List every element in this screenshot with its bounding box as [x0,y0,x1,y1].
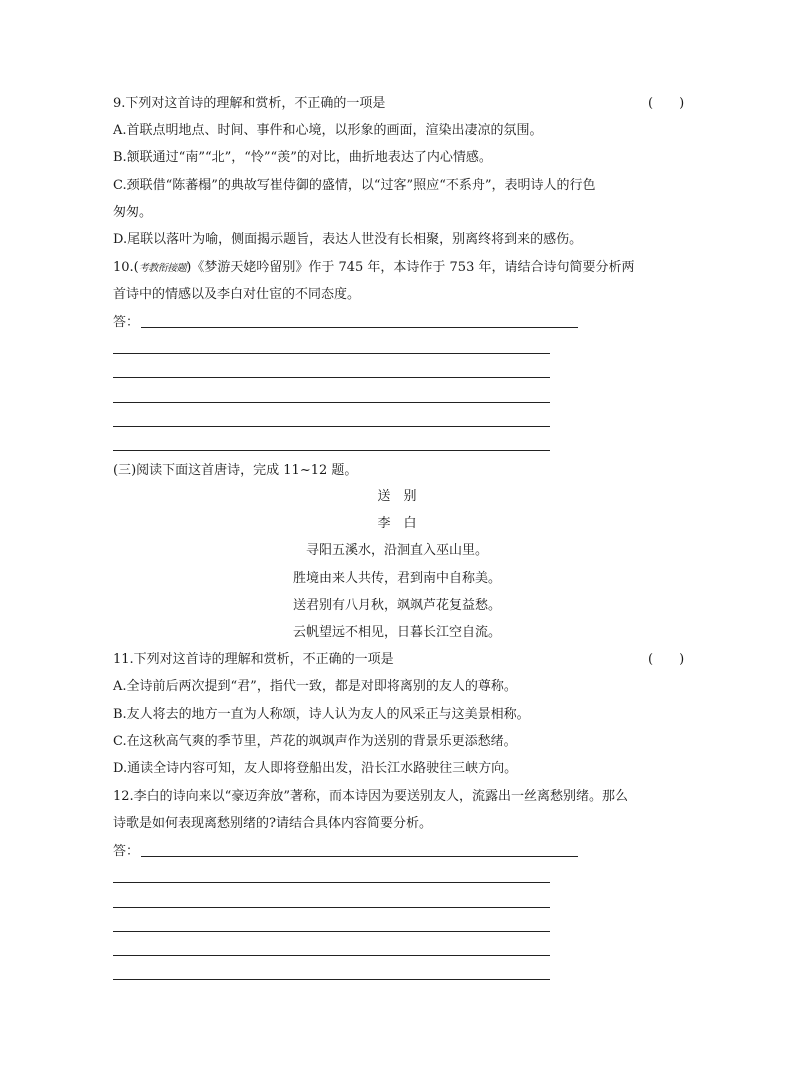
q12-stem-line2: 诗歌是如何表现离愁别绪的?请结合具体内容简要分析。 [113,816,432,831]
q12-stem-line1: 12.李白的诗向来以“豪迈奔放”著称，而本诗因为要送别友人，流露出一丝离愁别绪。那么 [113,789,628,804]
q12-answer-line[interactable] [113,955,550,956]
q11-answer-paren: ( ) [648,652,685,667]
q10-answer-line[interactable] [141,327,578,328]
poem-author: 李 白 [377,516,417,531]
section3-intro: (三)阅读下面这首唐诗，完成 11~12 题。 [113,463,358,478]
q11-option-d: D.通读全诗内容可知，友人即将登船出发，沿长江水路驶往三峡方向。 [113,761,518,776]
q11-stem: 11.下列对这首诗的理解和赏析，不正确的一项是 [113,652,394,667]
q9-option-d: D.尾联以落叶为喻，侧面揭示题旨，表达人世没有长相聚，别离终将到来的感伤。 [113,232,583,247]
q12-answer-line[interactable] [113,907,550,908]
q9-answer-paren: ( ) [648,96,685,111]
poem-title: 送 别 [377,489,417,504]
poem-verse: 寻阳五溪水，沿洄直入巫山里。 [305,543,488,558]
q11-option-c: C.在这秋高气爽的季节里，芦花的飒飒声作为送别的背景乐更添愁绪。 [113,734,517,749]
q9-option-b: B.颔联通过“南”“北”，“怜”“羡”的对比，曲折地表达了内心情感。 [113,150,492,165]
q9-option-a: A.首联点明地点、时间、事件和心境，以形象的画面，渲染出凄凉的氛围。 [113,123,543,138]
q10-stem-line2: 首诗中的情感以及李白对仕宦的不同态度。 [113,287,361,302]
q11-option-b: B.友人将去的地方一直为人称颂，诗人认为友人的风采正与这美景相称。 [113,707,530,722]
q12-answer-label: 答： [113,844,140,859]
q10-tag: 考教衔接题 [138,263,187,274]
q12-answer-line[interactable] [141,856,578,857]
q9-option-c-line2: 匆匆。 [113,205,153,220]
q12-answer-line[interactable] [113,882,550,883]
q10-number: 10.( [113,260,139,275]
poem-verse: 云帆望远不相见，日暮长江空自流。 [292,625,501,640]
q10-stem-line1 [113,259,683,278]
q10-answer-line[interactable] [113,402,550,403]
q9-option-c-line1: C.颈联借“陈蕃榻”的典故写崔侍御的盛情，以“过客”照应“不系舟”，表明诗人的行色 [113,178,596,193]
q11-option-a: A.全诗前后两次提到“君”，指代一致，都是对即将离别的友人的尊称。 [113,679,517,694]
q10-answer-line[interactable] [113,426,550,427]
q12-answer-line[interactable] [113,979,550,980]
q10-answer-line[interactable] [113,377,550,378]
poem-verse: 送君别有八月秋，飒飒芦花复益愁。 [292,598,501,613]
q10-answer-line[interactable] [113,450,550,451]
q10-stem-text: )《梦游天姥吟留别》作于 745 年，本诗作于 753 年，请结合诗句简要分析两 [186,260,635,275]
q10-answer-line[interactable] [113,353,550,354]
q10-answer-label: 答： [113,315,140,330]
poem-verse: 胜境由来人共传，君到南中自称美。 [292,571,501,586]
q9-stem: 9.下列对这首诗的理解和赏析，不正确的一项是 [113,96,386,111]
q12-answer-line[interactable] [113,931,550,932]
